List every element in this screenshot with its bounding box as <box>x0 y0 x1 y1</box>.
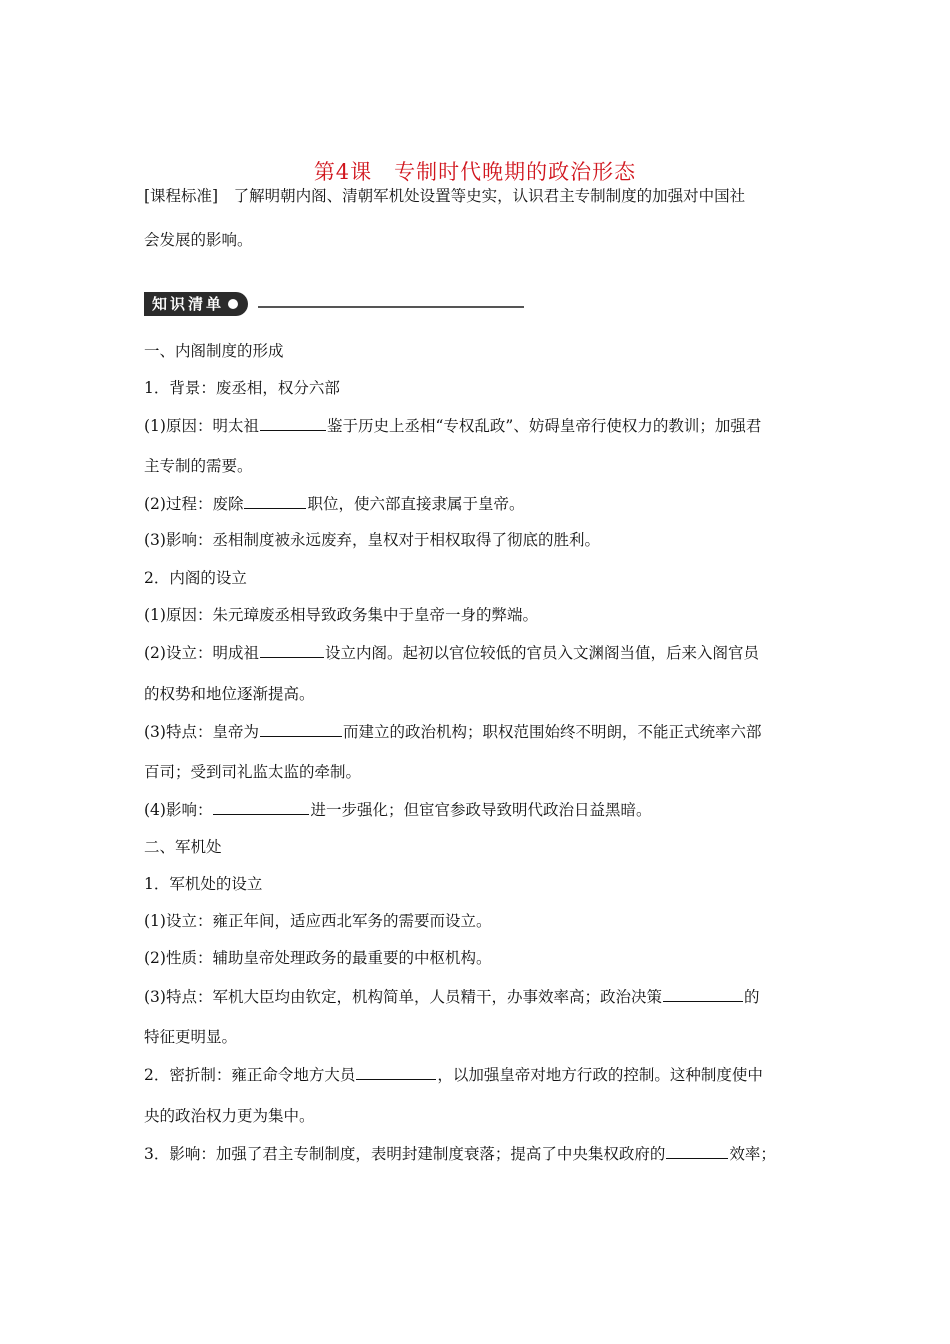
text-segment: (2)过程：废除 <box>144 495 244 513</box>
subheading-background: 1．背景：废丞相，权分六部 <box>144 379 340 397</box>
text-segment: 鉴于历史上丞相“专权乱政”、妨碍皇帝行使权力的教训；加强君 <box>326 417 762 435</box>
text-segment: (3)特点：皇帝为 <box>144 723 259 741</box>
text-line: (1)原因：朱元璋废丞相导致政务集中于皇帝一身的弊端。 <box>144 606 538 624</box>
text-line: (3)影响：丞相制度被永远废弃，皇权对于相权取得了彻底的胜利。 <box>144 531 600 549</box>
text-segment: 的 <box>743 988 760 1006</box>
text-segment: (2)设立：明成祖 <box>144 644 259 662</box>
fill-in-blank[interactable] <box>213 799 309 815</box>
text-line: 的权势和地位逐渐提高。 <box>144 685 315 703</box>
text-line <box>144 986 824 1007</box>
course-standard-line-2: 会发展的影响。 <box>144 231 253 249</box>
fill-in-blank[interactable] <box>260 721 342 737</box>
fill-in-blank[interactable] <box>260 642 324 658</box>
section-heading-grand-council: 二、军机处 <box>144 838 222 856</box>
text-segment: 设立内阁。起初以官位较低的官员入文渊阁当值，后来入阁官员 <box>324 644 759 662</box>
badge-label: 知识清单 <box>152 295 225 313</box>
text-segment: (3)特点：军机大臣均由钦定，机构简单，人员精干，办事效率高；政治决策 <box>144 988 662 1006</box>
text-line <box>144 1143 824 1164</box>
text-line <box>144 799 824 820</box>
text-line: 央的政治权力更为集中。 <box>144 1107 315 1125</box>
text-line: 特征更明显。 <box>144 1028 238 1046</box>
fill-in-blank[interactable] <box>666 1143 728 1159</box>
text-line <box>144 493 824 514</box>
knowledge-list-badge <box>144 292 248 316</box>
text-segment: 而建立的政治机构；职权范围始终不明朗，不能正式统率六部 <box>342 723 762 741</box>
page-title: 第4课 专制时代晚期的政治形态 <box>313 160 637 184</box>
text-line: 百司；受到司礼监太监的牵制。 <box>144 763 362 781</box>
subheading-cabinet-setup: 2．内阁的设立 <box>144 569 247 587</box>
course-standard-line-1: [课程标准] 了解明朝内阁、清朝军机处设置等史实，认识君主专制制度的加强对中国社 <box>144 187 746 205</box>
text-line: (2)性质：辅助皇帝处理政务的最重要的中枢机构。 <box>144 949 492 967</box>
text-segment: (1)原因：明太祖 <box>144 417 259 435</box>
text-line <box>144 721 824 742</box>
fill-in-blank[interactable] <box>244 493 306 509</box>
text-segment: 效率； <box>729 1145 776 1163</box>
text-segment: (4)影响： <box>144 801 213 819</box>
text-line <box>144 415 824 436</box>
fill-in-blank[interactable] <box>260 415 326 431</box>
bullet-dot-icon <box>228 299 238 309</box>
section-divider <box>258 306 524 308</box>
text-segment: 职位，使六部直接隶属于皇帝。 <box>307 495 525 513</box>
text-line <box>144 642 824 663</box>
subheading-grand-council-setup: 1．军机处的设立 <box>144 875 263 893</box>
fill-in-blank[interactable] <box>356 1064 436 1080</box>
text-line: (1)设立：雍正年间，适应西北军务的需要而设立。 <box>144 912 492 930</box>
section-heading-cabinet: 一、内阁制度的形成 <box>144 342 284 360</box>
text-segment: 2．密折制：雍正命令地方大员 <box>144 1066 356 1084</box>
fill-in-blank[interactable] <box>663 986 743 1002</box>
text-line <box>144 1064 824 1085</box>
text-segment: 3．影响：加强了君主专制制度，表明封建制度衰落；提高了中央集权政府的 <box>144 1145 666 1163</box>
text-segment: 进一步强化；但宦官参政导致明代政治日益黑暗。 <box>310 801 652 819</box>
text-line: 主专制的需要。 <box>144 457 253 475</box>
text-segment: ，以加强皇帝对地方行政的控制。这种制度使中 <box>437 1066 763 1084</box>
